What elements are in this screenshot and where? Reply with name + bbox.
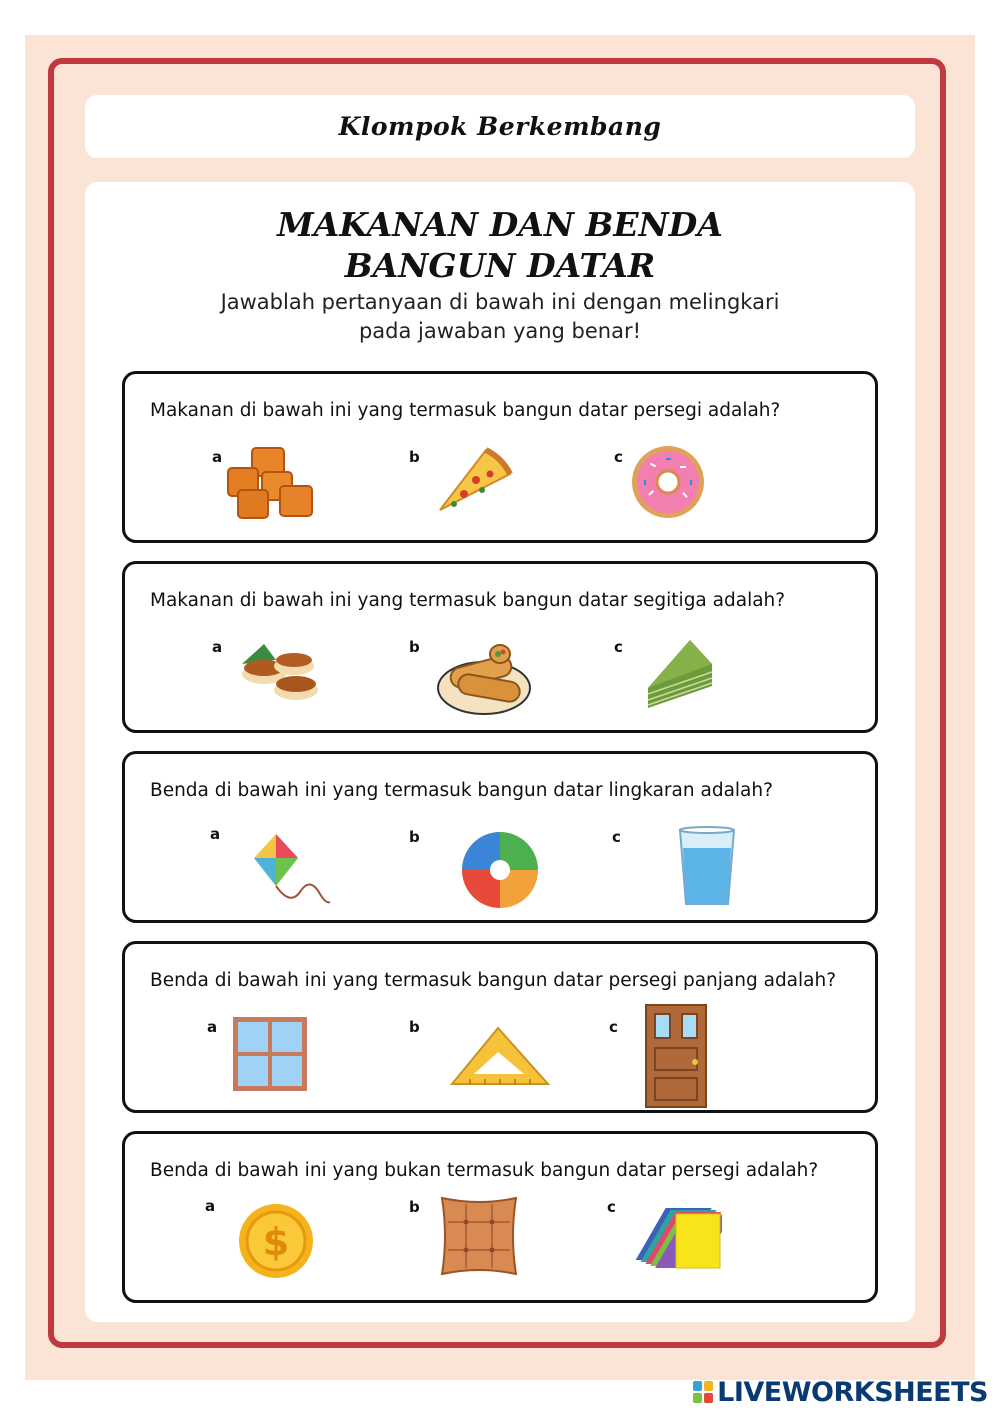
question-text: Benda di bawah ini yang bukan termasuk bangun datar persegi adalah? <box>150 1160 819 1181</box>
fried-tofu-cubes-image[interactable] <box>222 442 317 522</box>
set-square-ruler-image[interactable] <box>450 1026 550 1088</box>
svg-text:$: $ <box>262 1220 290 1264</box>
donut-image[interactable] <box>630 444 706 520</box>
brand-name: LIVEWORKSHEETS <box>717 1376 988 1408</box>
option-letter-c: c <box>607 1198 616 1216</box>
layer-cake-slice-image[interactable] <box>644 636 716 712</box>
gold-coin-image[interactable] <box>237 1202 315 1280</box>
option-letter-a: a <box>205 1197 216 1215</box>
option-letter-c: c <box>612 828 621 846</box>
question-text: Benda di bawah ini yang termasuk bangun datar lingkaran adalah? <box>150 780 773 801</box>
question-text: Benda di bawah ini yang termasuk bangun datar persegi panjang adalah? <box>150 970 837 991</box>
worksheet-title-line-1: MAKANAN DAN BENDA <box>277 205 723 244</box>
option-letter-c: c <box>614 448 623 466</box>
glass-of-water-image[interactable] <box>676 826 738 908</box>
cushion-image[interactable] <box>436 1194 522 1278</box>
round-cakes-image[interactable] <box>236 636 322 704</box>
option-letter-b: b <box>409 1018 420 1036</box>
group-label: Klompok Berkembang <box>338 112 662 141</box>
option-letter-b: b <box>409 638 420 656</box>
option-letter-b: b <box>409 828 420 846</box>
spring-rolls-plate-image[interactable] <box>436 632 532 716</box>
liveworksheets-logo <box>693 1376 988 1408</box>
pizza-slice-image[interactable] <box>436 444 514 516</box>
option-letter-c: c <box>609 1018 618 1036</box>
instruction-line-2: pada jawaban yang benar! <box>358 319 642 343</box>
option-letter-c: c <box>614 638 623 656</box>
option-letter-a: a <box>212 638 223 656</box>
window-image[interactable] <box>232 1016 308 1092</box>
door-image[interactable] <box>645 1004 707 1108</box>
question-text: Makanan di bawah ini yang termasuk bangun datar segitiga adalah? <box>150 590 786 611</box>
beach-ball-image[interactable] <box>460 830 540 910</box>
option-letter-a: a <box>207 1018 218 1036</box>
option-letter-a: a <box>210 825 221 843</box>
option-letter-a: a <box>212 448 223 466</box>
option-letter-b: b <box>409 1198 420 1216</box>
option-letter-b: b <box>409 448 420 466</box>
group-banner <box>85 95 915 158</box>
liveworksheets-logo-icon <box>693 1381 713 1403</box>
worksheet-title-line-2: BANGUN DATAR <box>344 246 656 285</box>
kite-image[interactable] <box>250 832 334 908</box>
instruction-line-1: Jawablah pertanyaan di bawah ini dengan melingkari <box>220 290 780 314</box>
origami-paper-stack-image[interactable] <box>634 1204 722 1270</box>
question-text: Makanan di bawah ini yang termasuk bangun datar persegi adalah? <box>150 400 781 421</box>
